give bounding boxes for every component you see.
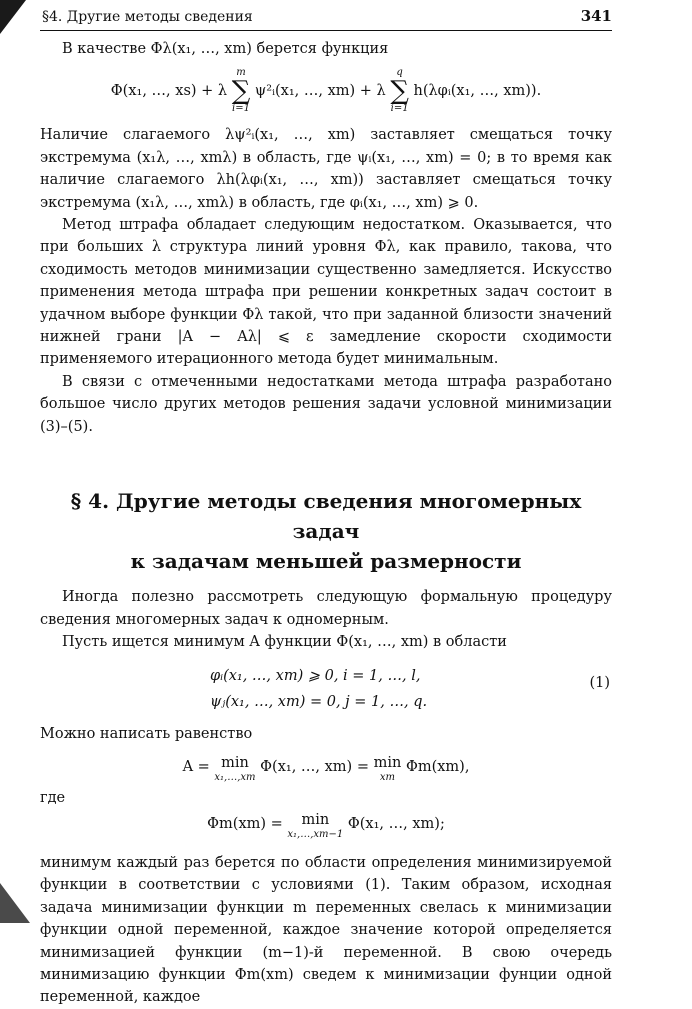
system-line-2: ψⱼ(x₁, …, xm) = 0, j = 1, …, q. <box>210 694 428 711</box>
min-word-2: min <box>373 754 402 771</box>
eq-Phi-m-left: Φm(xm) = <box>207 816 283 833</box>
sum2-upper-limit: q <box>396 67 403 79</box>
equation-Phi-m <box>40 813 612 840</box>
eq-A-mid: Φ(x₁, …, xm) = <box>260 758 369 775</box>
intro-line: В качестве Φλ(x₁, …, xm) берется функция <box>62 41 389 57</box>
paragraph-2: Метод штрафа обладает следующим недостатком. Оказывается, что при больших λ структура линий уровня Φλ, как правило, такова, что сходимость методов минимизации существенно замедляется. Искусство применения метода штрафа при решении конкретных задач состоит в удачном выборе функции Φλ такой, что при заданной близости значений нижней грани |A − Aλ| ⩽ ε замедление скорости сходимости применяемого итерационного метода будет минимальным. <box>40 217 612 368</box>
equation-system-1 <box>40 659 612 719</box>
running-head-title: §4. Другие методы сведения <box>42 9 253 25</box>
running-head <box>40 8 612 31</box>
paragraph-7: минимум каждый раз берется по области определения минимизируемой функции в соответствии с условиями (1). Таким образом, исходная задача минимизации функции m переменных свелась к минимизации функции одной переменной, каждое значение которой определяется минимизацией функции (m−1)-й переменной. В свою очередь минимизацию функции Φm(xm) сведем к минимизации фунции одной переменной, каждое <box>40 855 612 1006</box>
paragraph-5: Пусть ищется минимум A функции Φ(x₁, …, xm) в области <box>62 633 507 650</box>
scan-corner-shadow <box>0 0 26 34</box>
eq-Phi-m-right: Φ(x₁, …, xm); <box>347 816 445 833</box>
sum-lower-limit: i=1 <box>232 103 250 115</box>
equation-A <box>40 756 612 783</box>
paragraph-1: Наличие слагаемого λψ²ᵢ(x₁, …, xm) заставляет смещаться точку экстремума (x₁λ, …, xmλ) в область, где ψᵢ(x₁, …, xm) = 0; в то время как наличие слагаемого λh(λφᵢ(x₁, …, xm)) заставляет смещаться точку экстремума (x₁λ, …, xmλ) в область, где φᵢ(x₁, …, xm) ⩾ 0. <box>40 127 612 211</box>
page-body <box>40 34 612 1009</box>
section-heading <box>40 486 612 576</box>
min-operator-2 <box>374 756 402 783</box>
min-subscript-2: xm <box>379 771 396 783</box>
sum2-lower-limit: i=1 <box>390 103 409 115</box>
eq-main-left: Φ(x₁, …, xs) + λ <box>110 83 228 100</box>
sum-symbol: m ∑ i=1 <box>231 67 251 115</box>
paragraph-6: Можно написать равенство <box>40 726 253 743</box>
section-heading-line-1: § 4. Другие методы сведения многомерных задач <box>70 489 582 544</box>
min-operator <box>214 756 255 783</box>
scan-corner-shadow-bottom <box>0 883 30 923</box>
paragraph-3: В связи с отмеченными недостатками метода штрафа разработано большое число других методов решения задачи условной минимизации (3)–(5). <box>40 373 612 435</box>
where-word: где <box>40 789 66 806</box>
eq-main-right: h(λφᵢ(x₁, …, xm)). <box>413 83 542 100</box>
min-subscript-3: x₁,…,xm−1 <box>287 829 344 840</box>
equation-number-1: (1) <box>589 675 610 692</box>
equation-main <box>40 68 612 114</box>
sum-symbol-2: q ∑ i=1 <box>390 67 409 115</box>
eq-main-mid: ψ²ᵢ(x₁, …, xm) + λ <box>254 83 386 100</box>
paragraph-4: Иногда полезно рассмотреть следующую формальную процедуру сведения многомерных задач к одномерным. <box>40 589 612 628</box>
page-number: 341 <box>580 7 612 25</box>
system-line-1: φᵢ(x₁, …, xm) ⩾ 0, i = 1, …, l, <box>210 668 421 685</box>
min-word: min <box>221 754 249 771</box>
min-word-3: min <box>301 812 330 829</box>
eq-A-right: Φm(xm), <box>405 758 470 775</box>
eq-A-left: A = <box>182 758 210 775</box>
sum-upper-limit: m <box>236 67 246 79</box>
min-subscript: x₁,…,xm <box>214 771 256 783</box>
section-heading-line-2: к задачам меньшей размерности <box>130 549 522 574</box>
min-operator-3 <box>287 813 343 840</box>
system-lines <box>210 663 427 715</box>
